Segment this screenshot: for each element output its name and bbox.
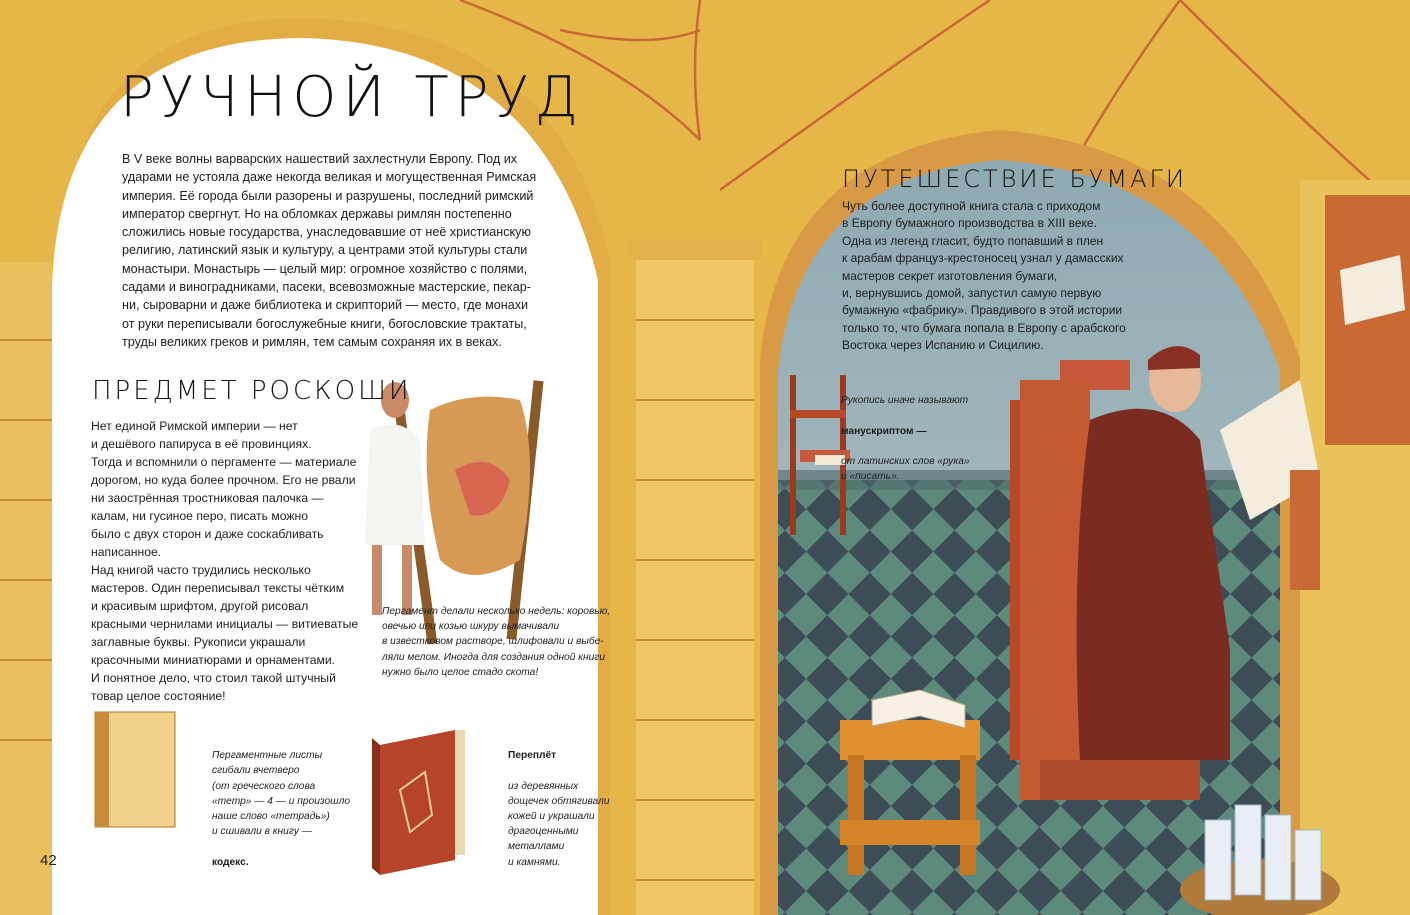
binding-caption	[508, 733, 638, 870]
paper-heading: ПУТЕШЕСТВИЕ БУМАГИ	[842, 165, 1188, 193]
codex-book-illustration	[95, 712, 175, 827]
paper-text: Чуть более доступной книга стала с приходом в Европу бумажного производства в XIII веке. Одна из легенд гласит, будто попавший в плен к арабам француз-крестоносец узнал у дамасских мастеров секрет изготовления бумаги, и, вернувшись домой, запустил самую первую бумажную «фабрику». Правдивого в этой истории только то, что бумага попала в Европу с арабского Востока через Испанию и Сицилию.	[842, 199, 1126, 353]
manuscript-caption-post: от латинских слов «рука» и «писать».	[841, 456, 970, 483]
manuscript-caption-pre: Рукопись иначе называют	[841, 395, 969, 407]
codex-caption	[212, 733, 362, 870]
codex-caption-term: кодекс.	[212, 856, 249, 868]
binding-caption-term: Переплёт	[508, 750, 557, 762]
page-number: 42	[40, 852, 57, 869]
luxury-heading: ПРЕДМЕТ РОСКОШИ	[92, 376, 412, 406]
luxury-text: Нет единой Римской империи — нет и дешёвого папируса в её провинциях. Тогда и вспомнили о пергаменте — материале дорогом, но куда более прочном. Его не рвали ни заострённая тростниковая палочка — калам, ни гусиное перо, писать можно было с двух сторон и даже соскабливать написанное. Над книгой часто трудились несколько мастеров. Один переписывал тексты чётким и красивым шрифтом, другой рисовал красными чернилами инициалы — витиеватые заглавные буквы. Рукописи украшали красочными миниатюрами и орнаментами. И понятное дело, что стоил такой штучный товар целое состояние!	[91, 419, 359, 703]
parchment-caption: Пергамент делали несколько недель: коровью, овечью или козью шкуру вымачивали в известковом растворе, шлифовали и выбе- ляли мелом. Иногда для создания одной книги нужно было целое стадо скота!	[382, 606, 611, 678]
manuscript-caption	[841, 378, 991, 484]
page-title: РУЧНОЙ ТРУД	[120, 65, 585, 130]
manuscript-caption-term: манускриптом —	[841, 425, 927, 437]
codex-caption-text: Пергаментные листы сгибали вчетверо (от греческого слова «тетр» — 4 — и произошло наше слово «тетрадь») и сшивали в книгу —	[212, 750, 351, 838]
intro-text: В V веке волны варварских нашествий захлестнули Европу. Под их ударами не устояла даже некогда великая и могущественная Римская империя. Её города были разорены и разрушены, последний римский император свергнут. Но на обломках державы римлян постепенно сложились новые государства, унаследовавшие от неё христианскую религию, латинский язык и культуру, а центрами этой культуры стали монастыри. Монастырь — целый мир: огромное хозяйство с полями, садами и виноградниками, пасеки, всевозможные мастерские, пекар- ни, сыроварни и даже библиотека и скрипторий — место, где монахи от руки переписывали богослужебные книги, богословские трактаты, труды великих греков и римлян, тем самым сохраняя их в веках.	[122, 152, 537, 349]
binding-caption-text: из деревянных дощечек обтягивали кожей и украшали драгоценными металлами и камнями.	[508, 780, 610, 868]
bound-book-illustration	[372, 730, 465, 875]
